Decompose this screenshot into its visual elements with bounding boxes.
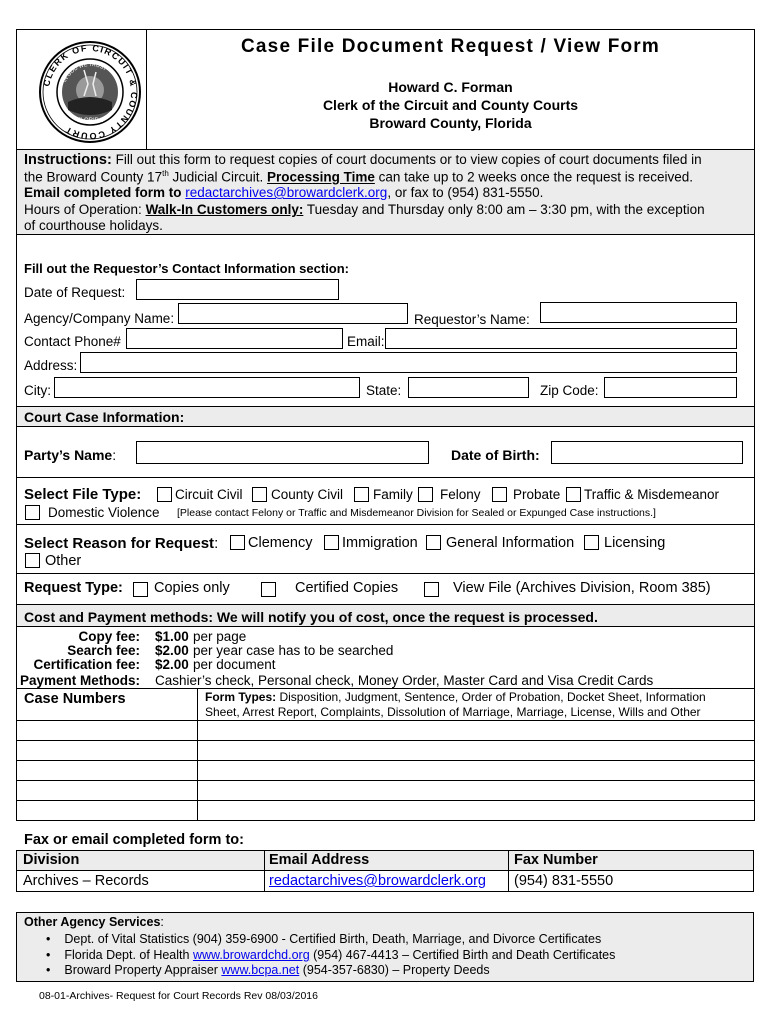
svg-text:IN GOD WE TRUST: IN GOD WE TRUST [62,61,108,84]
hours-label: Hours of Operation: [24,202,146,217]
footer-revision: 08-01-Archives- Request for Court Records Rev 08/03/2016 [39,990,318,1002]
case-number-cell-4[interactable] [17,781,197,800]
search-fee-amount: $2.00 [155,643,189,658]
felony-label: Felony [440,487,481,502]
county-civil-label: County Civil [271,487,344,502]
reason-divider [16,524,755,525]
party-name-text: Party’s Name [24,447,113,463]
page-title: Case File Document Request / View Form [240,36,660,57]
request-type-label: Request Type: [24,580,123,596]
family-label: Family [373,487,413,502]
case-number-cell-2[interactable] [17,741,197,760]
division-header: Division [23,852,80,868]
svg-text:CLERK OF CIRCUIT & COUNTY COUR: CLERK OF CIRCUIT & COUNTY COURT [41,42,140,142]
form-types-line-2: Sheet, Arrest Report, Complaints, Dissolution of Marriage, Marriage, License, Wills and Other [205,705,701,719]
fax-number-header: Fax Number [514,852,598,868]
traffic-checkbox[interactable] [566,487,581,502]
file-type-note: [Please contact Felony or Traffic and Misdemeanor Division for Sealed or Expunged Case instructions.] [177,507,656,519]
instructions-text-2a: the Broward County 17 [24,169,163,185]
state-label: State: [366,383,402,398]
division-value: Archives – Records [23,873,149,889]
service-item-2-text: Florida Dept. of Health [64,948,193,962]
bullet-icon: • [46,948,51,962]
email-form-label: Email completed form to [24,185,186,200]
form-type-cell-3[interactable] [198,761,754,780]
immigration-label: Immigration [342,535,418,551]
general-information-label: General Information [446,535,575,551]
certification-fee-label: Certification fee: [33,657,140,672]
requestor-label: Requestor’s Name: [414,312,530,327]
email-label: Email: [347,334,385,349]
traffic-label: Traffic & Misdemeanor [584,487,720,502]
copy-fee-label: Copy fee: [78,629,140,644]
instructions-sup: th [162,169,169,178]
instructions-label: Instructions: [24,152,112,168]
form-type-cell-2[interactable] [198,741,754,760]
service-item-2-details: (954) 467-4413 – Certified Birth and Death Certificates [309,948,616,962]
fax-section-heading: Fax or email completed form to: [24,832,244,848]
case-number-cell-1[interactable] [17,721,197,740]
court-seal [38,40,142,144]
search-fee-label: Search fee: [67,643,140,658]
certification-fee-amount: $2.00 [155,657,189,672]
service-item-1 [46,932,601,946]
party-name-colon: : [112,447,117,463]
other-checkbox[interactable] [25,553,40,568]
other-label: Other [45,553,82,569]
service-item-3-text: Broward Property Appraiser [64,963,222,977]
instructions-line-4 [24,202,705,217]
address-field[interactable] [80,352,737,373]
fax-table-col-1 [264,850,265,892]
licensing-label: Licensing [604,535,666,551]
certified-copies-label: Certified Copies [295,580,399,596]
copy-fee-desc: per page [193,629,247,644]
instructions-line-5: of courthouse holidays. [24,218,163,233]
general-information-checkbox[interactable] [426,535,441,550]
fax-table-col-2 [508,850,509,892]
court-case-heading: Court Case Information: [24,409,185,425]
hours-text: Tuesday and Thursday only 8:00 am – 3:30 pm, with the exception [303,202,705,217]
county-civil-checkbox[interactable] [252,487,267,502]
instructions-divider [16,234,755,235]
instructions-text-2c: can take up to 2 weeks once the request is received. [374,169,694,185]
file-type-divider [16,477,755,478]
property-appraiser-link[interactable]: www.bcpa.net [221,963,300,977]
family-checkbox[interactable] [354,487,369,502]
instructions-line-3 [24,185,543,200]
instructions-line-1 [24,152,702,168]
svg-text:FLORIDA: FLORIDA [76,118,104,124]
form-type-cell-4[interactable] [198,781,754,800]
payment-methods-label: Payment Methods: [20,673,141,688]
request-type-divider [16,573,755,574]
state-field[interactable] [408,377,529,398]
other-services-heading-text: Other Agency Services [24,915,161,929]
immigration-checkbox[interactable] [324,535,339,550]
walk-in-label: Walk-In Customers only: [145,202,304,217]
agency-field[interactable] [178,303,408,324]
case-numbers-header: Case Numbers [24,691,126,707]
health-dept-link[interactable]: www.browardchd.org [192,948,310,962]
form-types-line-1 [205,690,706,704]
certification-fee-desc: per document [193,657,276,672]
case-table-top [16,688,755,689]
fax-table-header-row [16,850,754,871]
zip-label: Zip Code: [540,383,599,398]
clemency-label: Clemency [248,535,313,551]
service-item-2 [46,948,615,962]
agency-label: Agency/Company Name: [24,311,175,326]
reason-label-text: Select Reason for Request [24,535,215,552]
dob-label: Date of Birth: [451,447,540,463]
dob-field[interactable] [551,441,743,464]
probate-label: Probate [513,487,561,502]
cost-divider-bottom [16,626,755,627]
copy-fee-amount: $1.00 [155,629,189,644]
service-item-3-details: (954-357-6830) – Property Deeds [299,963,490,977]
archives-email-link[interactable]: redactarchives@browardclerk.org [185,185,388,200]
copies-only-label: Copies only [154,580,230,596]
requestor-field[interactable] [540,302,737,323]
contact-heading: Fill out the Requestor’s Contact Information section: [24,261,350,276]
licensing-checkbox[interactable] [584,535,599,550]
form-types-label: Form Types: [205,690,277,704]
search-fee-desc: per year case has to be searched [193,643,394,658]
circuit-civil-label: Circuit Civil [175,487,243,502]
bullet-icon: • [46,932,51,946]
fax-text: , or fax to (954) 831-5550. [387,185,544,200]
probate-checkbox[interactable] [492,487,507,502]
phone-field[interactable] [126,328,343,349]
cost-heading: Cost and Payment methods: We will notify you of cost, once the request is processed. [24,609,598,625]
certified-copies-checkbox[interactable] [261,582,276,597]
file-type-label: Select File Type: [24,486,142,503]
reason-label [24,535,218,552]
email-field[interactable] [385,328,737,349]
view-file-checkbox[interactable] [424,582,439,597]
domestic-violence-checkbox[interactable] [25,505,40,520]
phone-label: Contact Phone# [24,334,121,349]
address-label: Address: [24,358,78,373]
division-email-link[interactable]: redactarchives@browardclerk.org [269,873,486,889]
payment-methods-text: Cashier’s check, Personal check, Money Order, Master Card and Visa Credit Cards [155,673,654,688]
clerk-name: Howard C. Forman [388,79,513,95]
other-services-heading [24,915,164,929]
city-label: City: [24,383,51,398]
instructions-text-2b: Judicial Circuit. [168,169,268,185]
date-of-request-label: Date of Request: [24,285,126,300]
view-file-label: View File (Archives Division, Room 385) [453,580,711,596]
circuit-civil-checkbox[interactable] [157,487,172,502]
zip-field[interactable] [604,377,737,398]
bullet-icon: • [46,963,51,977]
clemency-checkbox[interactable] [230,535,245,550]
date-of-request-field[interactable] [136,279,339,300]
form-types-text: Disposition, Judgment, Sentence, Order of Probation, Docket Sheet, Information [279,690,706,704]
case-number-cell-5[interactable] [17,801,197,820]
instructions-text-1: Fill out this form to request copies of court documents or to view copies of court documents filed in [115,152,702,167]
form-type-cell-1[interactable] [198,721,754,740]
city-field[interactable] [54,377,360,398]
email-address-header: Email Address [269,852,370,868]
felony-checkbox[interactable] [418,487,433,502]
party-name-label [24,447,116,463]
form-type-cell-5[interactable] [198,801,754,820]
case-number-cell-3[interactable] [17,761,197,780]
division-fax-value: (954) 831-5550 [514,873,614,889]
court-case-divider-bottom [16,426,755,427]
county-name: Broward County, Florida [369,115,532,131]
processing-time-label: Processing Time [267,169,375,185]
copies-only-checkbox[interactable] [133,582,148,597]
domestic-violence-label: Domestic Violence [48,505,160,520]
service-item-1-text: Dept. of Vital Statistics (904) 359-6900 - Certified Birth, Death, Marriage, and Divorce Certificates [64,932,602,946]
instructions-line-2 [24,169,693,185]
service-item-3 [46,963,490,977]
reason-colon: : [214,535,219,552]
clerk-office: Clerk of the Circuit and County Courts [322,97,579,113]
other-services-colon: : [160,915,164,929]
party-name-field[interactable] [136,441,429,464]
